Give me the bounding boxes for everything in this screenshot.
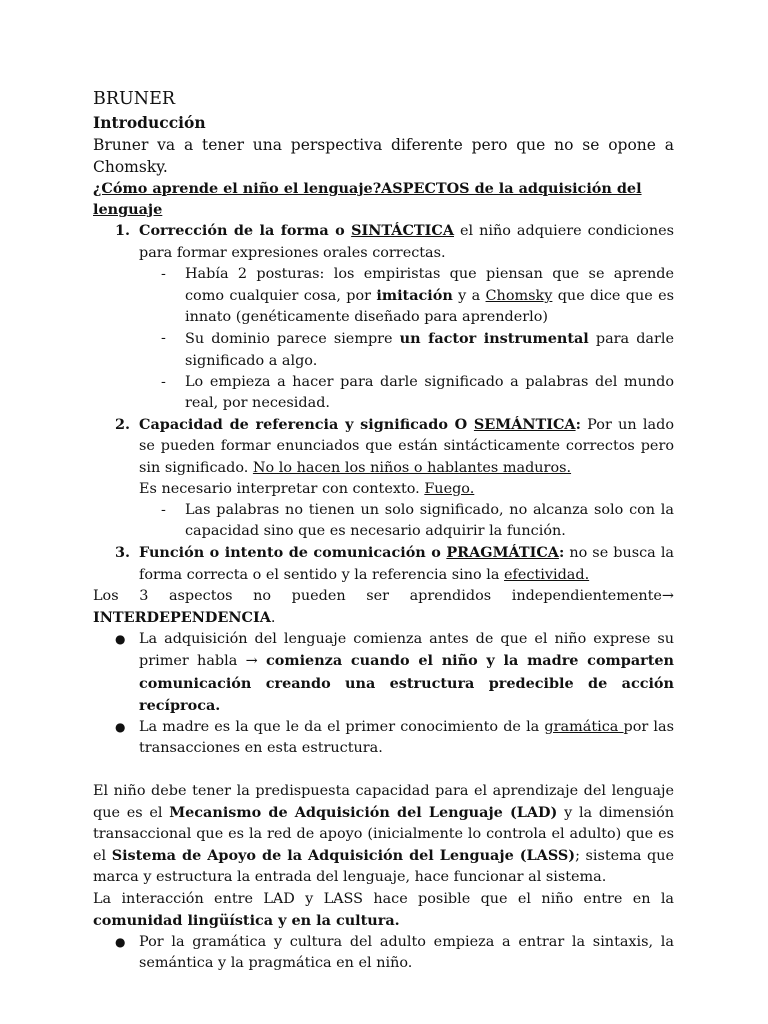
lad-paragraph: El niño debe tener la predispuesta capacidad para el aprendizaje del lenguaje que es el Mecanismo de Adquisición del Lenguaje (LAD) y la dimensión transaccional que es la red de apoyo (inicialmente lo controla el adulto) que es el Sistema de Apoyo de la Adquisición del Lenguaje (LASS); sistema que marca y estructura la entrada del lenguaje, hace funcionar al sistema. bbox=[93, 782, 675, 886]
list-number: 2. bbox=[115, 416, 131, 434]
aspect-syntax-title: Corrección de la forma o bbox=[139, 222, 352, 240]
interdependence-paragraph: Los 3 aspectos no pueden ser aprendidos independientemente→ INTERDEPENDENCIA. bbox=[93, 587, 674, 627]
bullet-marker: ● bbox=[115, 935, 126, 950]
document-title: BRUNER bbox=[93, 89, 176, 109]
paragraph-spacer bbox=[93, 759, 674, 780]
list-number: 3. bbox=[115, 544, 131, 562]
aspect-syntax-text: el niño adquiere condiciones para formar expresiones orales correctas. bbox=[139, 223, 674, 261]
dash-marker: - bbox=[161, 265, 166, 282]
chomsky-link-text: Chomsky bbox=[485, 288, 553, 305]
interaction-paragraph: La interacción entre LAD y LASS hace posible que el niño entre en la comunidad lingüística y en la cultura. bbox=[93, 890, 674, 929]
dash-marker: - bbox=[161, 373, 166, 390]
aspect-semantics-term: SEMÁNTICA bbox=[473, 416, 576, 434]
aspect-semantics-context: Es necesario interpretar con contexto. Fuego. bbox=[139, 480, 475, 497]
list-item: - Lo empieza a hacer para darle significado a palabras del mundo real, por necesidad. bbox=[161, 373, 674, 412]
list-number: 1. bbox=[115, 222, 131, 240]
aspect-syntax-term: SINTÁCTICA bbox=[351, 222, 454, 240]
intro-paragraph: Bruner va a tener una perspectiva diferente pero que no se opone a Chomsky. bbox=[93, 136, 674, 176]
aspect-pragmatics: 3. Función o intento de comunicación o PRAGMÁTICA: no se busca la forma correcta o el sentido y la referencia sino la efectividad. bbox=[115, 544, 675, 583]
list-item: - Las palabras no tienen un solo significado, no alcanza solo con la capacidad sino que es necesario adquirir la función. bbox=[161, 502, 674, 540]
list-item: - Había 2 posturas: los empiristas que piensan que se aprende como cualquier cosa, por imitación y a Chomsky que dice que es innato (genéticamente diseñado para aprenderlo) bbox=[161, 265, 674, 326]
aspect-pragmatics-title: Función o intento de comunicación o bbox=[139, 544, 447, 562]
dash-marker: - bbox=[161, 502, 166, 519]
bullet-marker: ● bbox=[115, 720, 126, 735]
list-item: - Su dominio parece siempre un factor instrumental para darle significado a algo. bbox=[161, 330, 674, 369]
question-heading: ¿Cómo aprende el niño el lenguaje?ASPECTOS de la adquisición del lenguaje bbox=[93, 180, 642, 219]
bullet-marker: ● bbox=[115, 632, 126, 647]
list-item: ● La adquisición del lenguaje comienza antes de que el niño exprese su primer habla → comienza cuando el niño y la madre comparten comunicación creando una estructura predecible de acción recíproca. bbox=[115, 631, 674, 714]
list-item: ● La madre es la que le da el primer conocimiento de la gramática por las transacciones en esta estructura. bbox=[115, 719, 674, 757]
aspect-semantics-title: Capacidad de referencia y significado O bbox=[139, 416, 474, 434]
list-item: ● Por la gramática y cultura del adulto empieza a entrar la sintaxis, la semántica y la pragmática en el niño. bbox=[115, 934, 674, 972]
dash-marker: - bbox=[161, 330, 166, 347]
aspect-pragmatics-term: PRAGMÁTICA bbox=[446, 544, 559, 562]
intro-heading: Introducción bbox=[93, 113, 206, 132]
aspect-semantics: 2. Capacidad de referencia y significado O SEMÁNTICA: Por un lado se pueden formar enunciados que están sintácticamente correctos pero sin significado. No lo hacen los niños o hablantes maduros. bbox=[115, 416, 674, 476]
aspect-syntax bbox=[93, 220, 674, 263]
